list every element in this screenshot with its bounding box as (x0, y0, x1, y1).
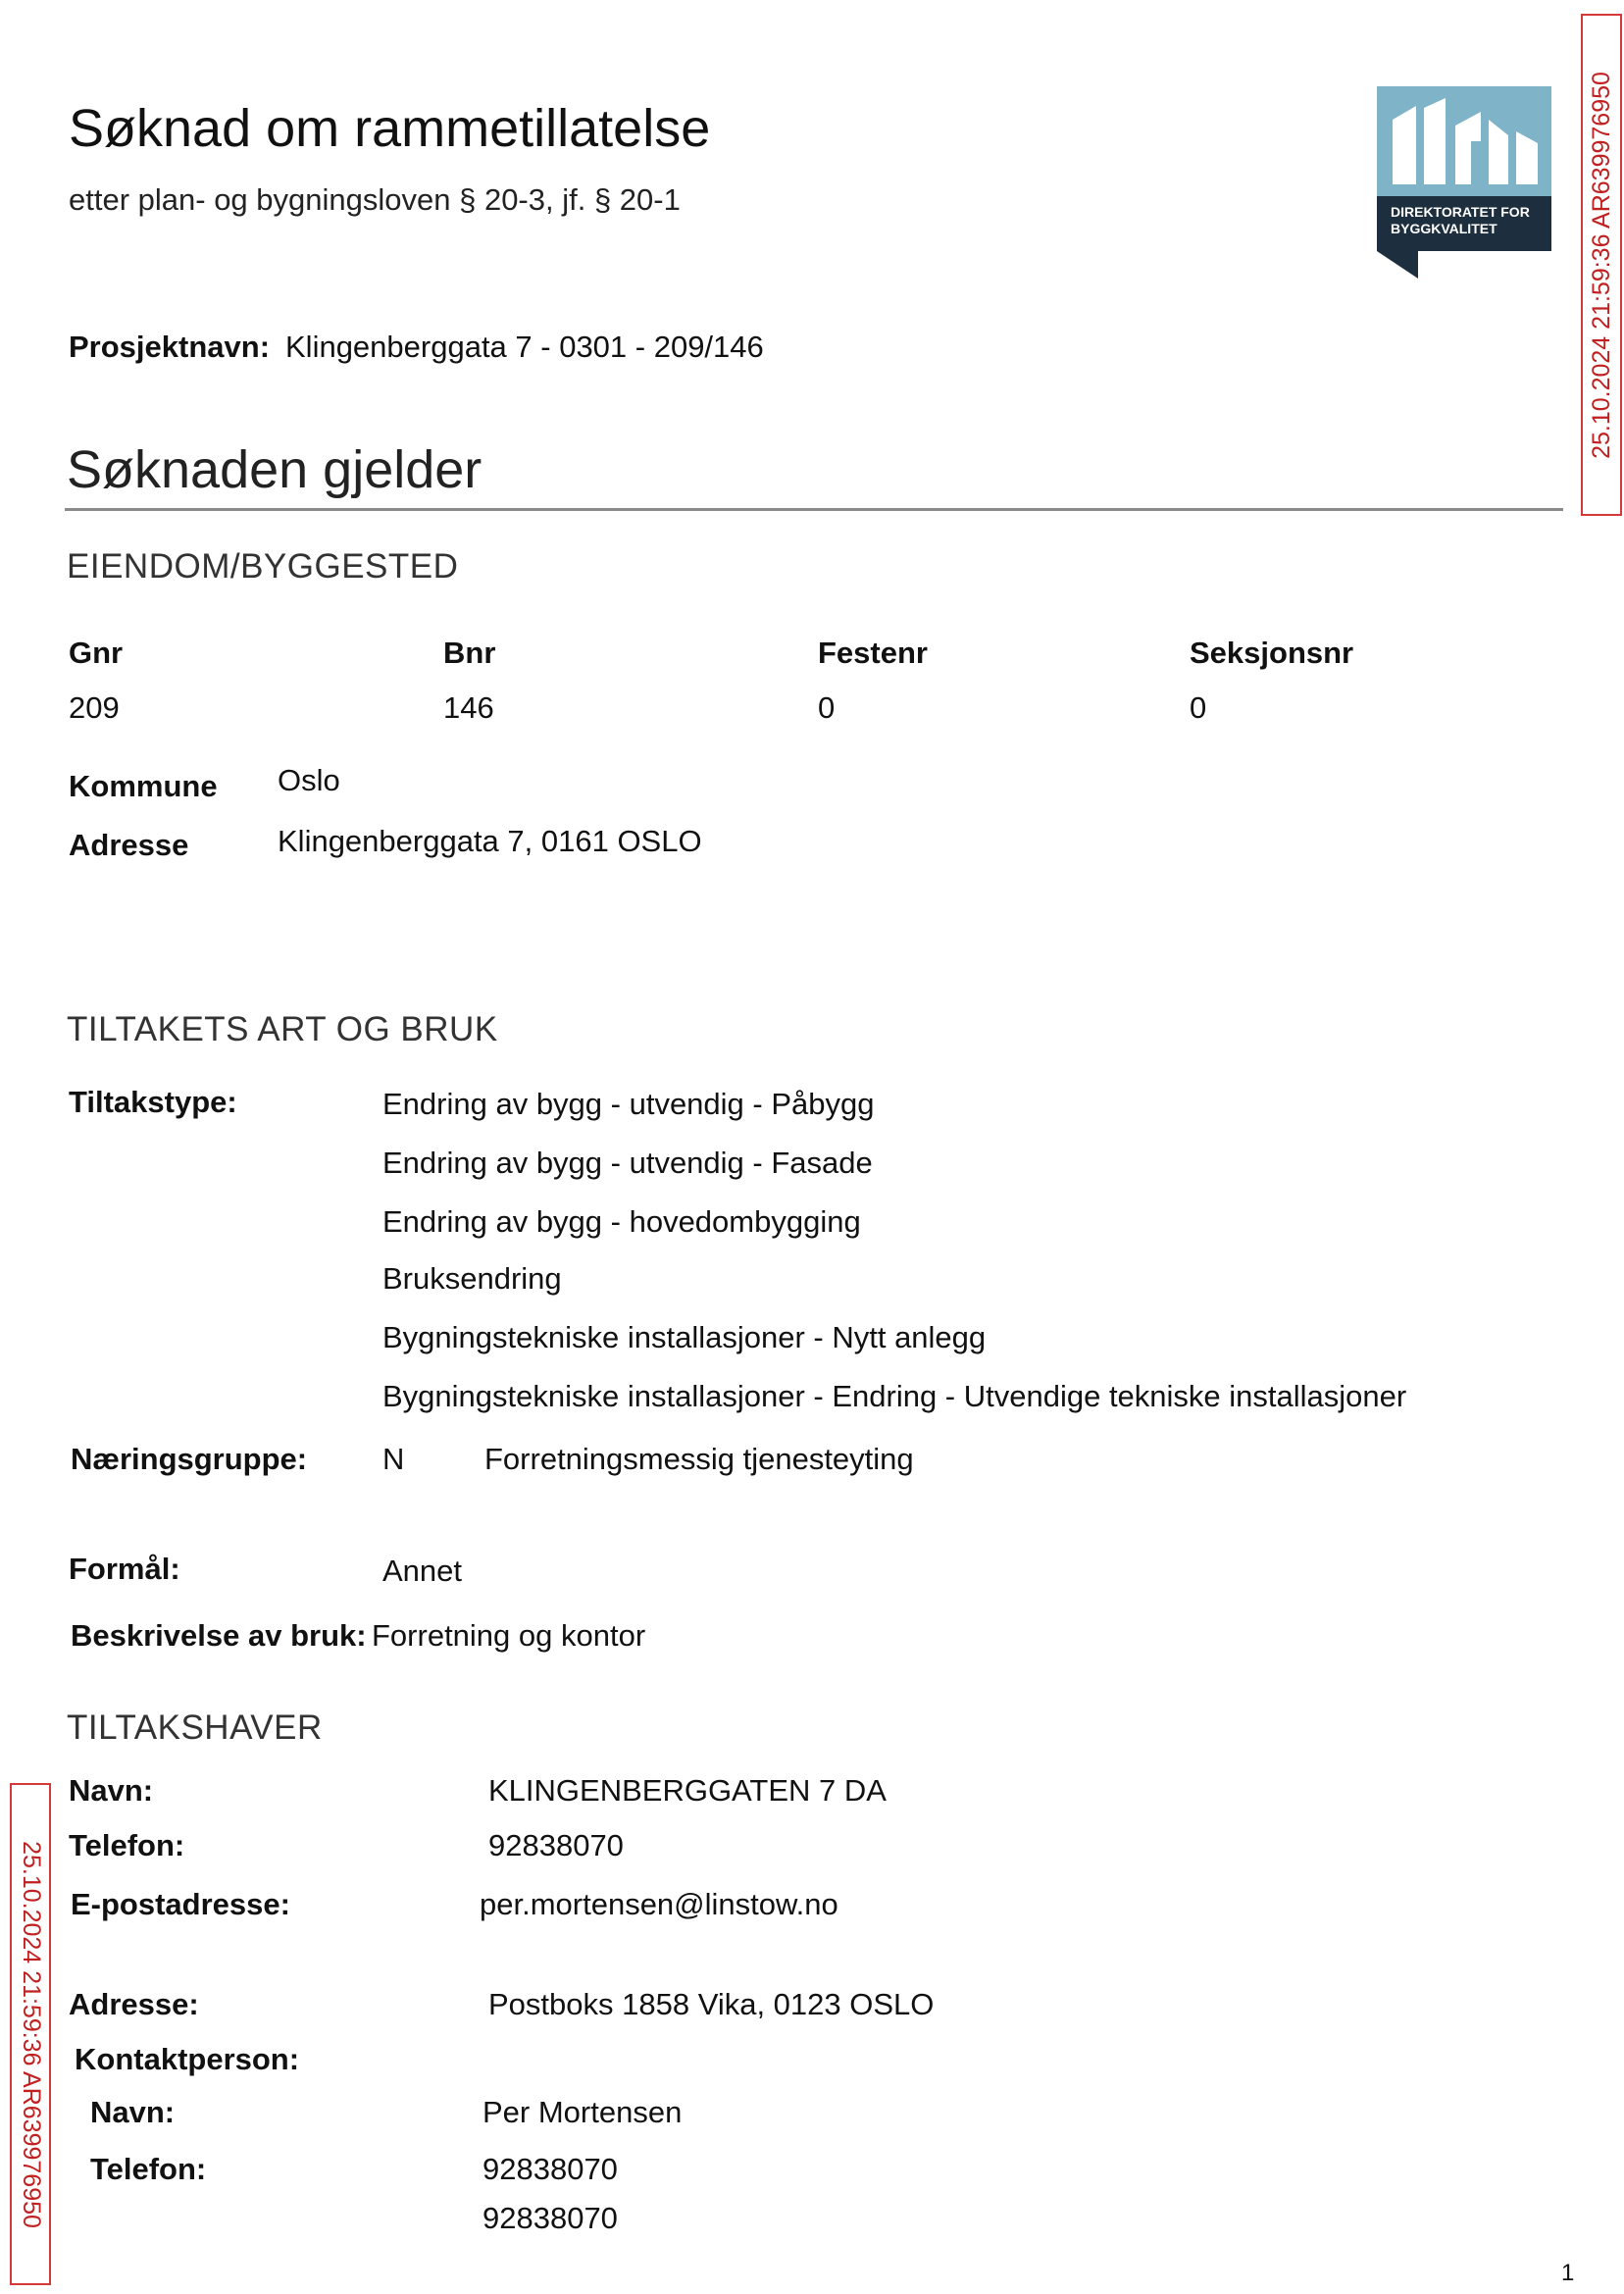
project-name-label: Prosjektnavn: (69, 330, 271, 364)
stamp-text: 25.10.2024 21:59:36 AR639976950 (17, 1840, 45, 2228)
timestamp-stamp-left (10, 1783, 51, 2285)
building-icon (1377, 86, 1551, 196)
contact-phone-label: Telefon: (90, 2152, 207, 2186)
logo-text: DIREKTORATET FOR BYGGKVALITET (1377, 196, 1551, 251)
measure-type-item: Bygningstekniske installasjoner - Nytt anlegg (382, 1320, 987, 1354)
industry-name: Forretningsmessig tjenesteyting (484, 1442, 914, 1476)
usage-label: Beskrivelse av bruk: (71, 1618, 367, 1653)
festenr-label: Festenr (818, 636, 928, 670)
owner-phone-value: 92838070 (488, 1828, 624, 1862)
gnr-label: Gnr (69, 636, 124, 670)
owner-email-value: per.mortensen@linstow.no (480, 1887, 838, 1921)
kommune-value: Oslo (278, 763, 340, 797)
owner-email-label: E-postadresse: (71, 1887, 290, 1921)
purpose-value: Annet (382, 1554, 463, 1588)
kommune-label: Kommune (69, 769, 218, 803)
owner-name-value: KLINGENBERGGATEN 7 DA (488, 1773, 887, 1808)
owner-name-label: Navn: (69, 1773, 154, 1808)
document-subtitle: etter plan- og bygningsloven § 20-3, jf. § 20-1 (69, 182, 681, 217)
measure-type-item: Bruksendring (382, 1261, 562, 1296)
bnr-value: 146 (443, 690, 494, 725)
page-number: 1 (1561, 2260, 1575, 2286)
section-title: Søknaden gjelder (67, 440, 482, 499)
adresse-value: Klingenberggata 7, 0161 OSLO (278, 824, 702, 858)
measure-heading: TILTAKETS ART OG BRUK (67, 1010, 498, 1048)
owner-phone-label: Telefon: (69, 1828, 185, 1862)
owner-address-label: Adresse: (69, 1987, 199, 2021)
logo-tab-icon (1377, 251, 1418, 279)
owner-address-value: Postboks 1858 Vika, 0123 OSLO (488, 1987, 935, 2021)
usage-value: Forretning og kontor (372, 1618, 646, 1653)
adresse-label: Adresse (69, 828, 189, 862)
contact-phone-value-2: 92838070 (482, 2201, 618, 2235)
stamp-text: 25.10.2024 21:59:36 AR639976950 (1587, 71, 1615, 459)
measure-type-item: Bygningstekniske installasjoner - Endring - Utvendige tekniske installasjoner (382, 1379, 1407, 1413)
measure-type-item: Endring av bygg - utvendig - Påbygg (382, 1087, 875, 1121)
section-divider (65, 508, 1563, 511)
timestamp-stamp-right (1581, 14, 1622, 516)
contact-name-label: Navn: (90, 2095, 176, 2129)
contact-person-label: Kontaktperson: (75, 2042, 300, 2076)
contact-phone-value: 92838070 (482, 2152, 618, 2186)
industry-label: Næringsgruppe: (71, 1442, 308, 1476)
owner-heading: TILTAKSHAVER (67, 1708, 323, 1747)
seksjonsnr-value: 0 (1190, 690, 1207, 725)
measure-type-item: Endring av bygg - utvendig - Fasade (382, 1146, 873, 1180)
industry-code: N (382, 1442, 405, 1476)
document-title: Søknad om rammetillatelse (69, 99, 711, 158)
purpose-label: Formål: (69, 1552, 180, 1586)
project-name-value: Klingenberggata 7 - 0301 - 209/146 (285, 330, 764, 364)
gnr-value: 209 (69, 690, 120, 725)
contact-name-value: Per Mortensen (482, 2095, 683, 2129)
festenr-value: 0 (818, 690, 836, 725)
dibk-logo (1377, 86, 1551, 279)
logo-graphic (1377, 86, 1551, 196)
measure-type-item: Endring av bygg - hovedombygging (382, 1204, 861, 1239)
property-heading: EIENDOM/BYGGESTED (67, 547, 459, 586)
measure-type-label: Tiltakstype: (69, 1085, 237, 1119)
seksjonsnr-label: Seksjonsnr (1190, 636, 1354, 670)
bnr-label: Bnr (443, 636, 496, 670)
